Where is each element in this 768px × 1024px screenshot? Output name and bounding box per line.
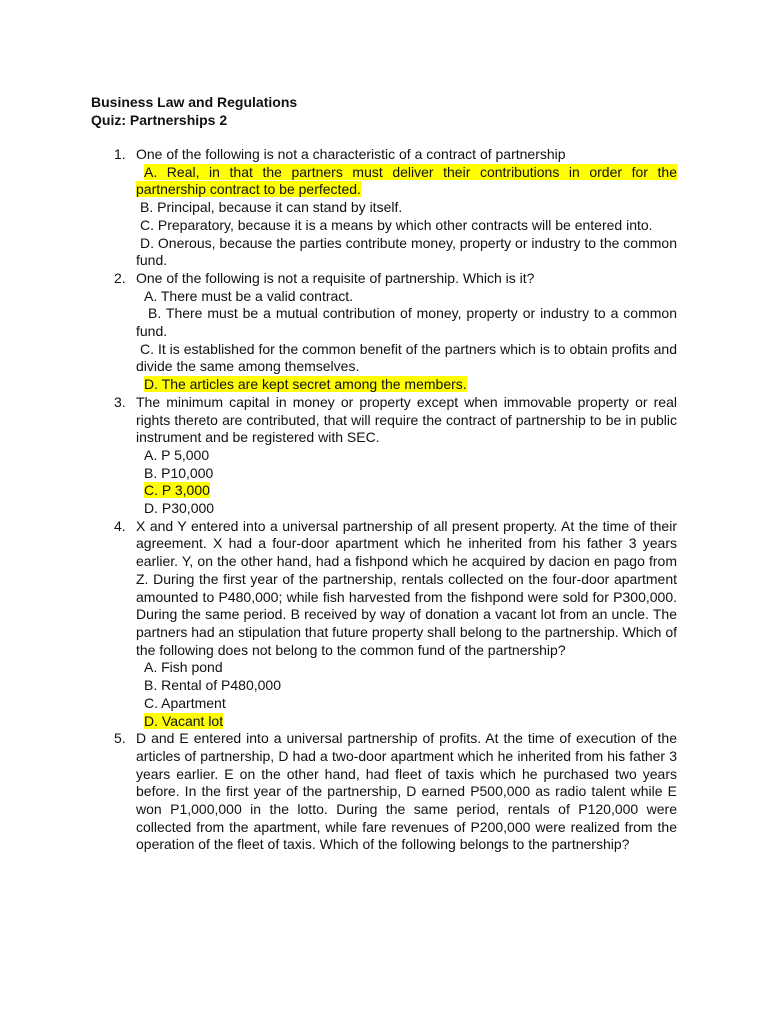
question-list — [91, 146, 677, 854]
option-b: B. P10,000 — [144, 464, 214, 481]
question-number: 1. — [114, 146, 126, 162]
option-b: B. Principal, because it can stand by itself. — [140, 199, 403, 216]
question-number: 5. — [114, 730, 126, 747]
question-text: One of the following is not a requisite of partnership. Which is it? — [136, 269, 535, 286]
quiz-title: Quiz: Partnerships 2 — [91, 112, 228, 128]
option-d — [136, 376, 677, 394]
question-number: 3. — [114, 393, 126, 410]
option-a: A. P 5,000 — [144, 446, 210, 463]
question-4 — [91, 518, 677, 730]
highlighted-answer: C. P 3,000 — [144, 482, 210, 499]
question-2 — [91, 270, 677, 394]
option-d — [136, 713, 677, 731]
option-b: B. There must be a mutual contribution of money, property or industry to a common fund. — [136, 305, 677, 340]
course-title: Business Law and Regulations — [91, 94, 298, 110]
option-c: C. Apartment — [144, 694, 226, 711]
question-1 — [91, 146, 677, 270]
option-a: A. There must be a valid contract. — [144, 287, 354, 304]
question-text: One of the following is not a characteristic of a contract of partnership — [136, 146, 566, 162]
option-c: C. It is established for the common benefit of the partners which is to obtain profits and divide the same among themselves. — [136, 340, 677, 375]
highlighted-answer: D. The articles are kept secret among the members. — [144, 376, 467, 393]
option-c: C. Preparatory, because it is a means by which other contracts will be entered into. — [140, 216, 653, 233]
question-5 — [91, 730, 677, 854]
option-a — [136, 164, 677, 199]
option-a: A. Fish pond — [144, 659, 223, 676]
option-d: D. Onerous, because the parties contribute money, property or industry to the common fund. — [136, 234, 677, 269]
option-b: B. Rental of P480,000 — [144, 677, 281, 694]
option-d: D. P30,000 — [144, 500, 215, 517]
highlighted-answer: A. Real, in that the partners must deliver their contributions in order for the partnership contract to be perfected. — [136, 163, 677, 198]
highlighted-answer: D. Vacant lot — [144, 712, 224, 729]
question-3 — [91, 394, 677, 518]
question-text: D and E entered into a universal partnership of profits. At the time of execution of the articles of partnership, D had a two-door apartment which he inherited from his father 3 years earlier. E on the other hand, had fleet of taxis which he purchased two years before. In the first year of the partnership, D earned P500,000 as radio talent while E won P1,000,000 in the lotto. During the same period, rentals of P120,000 were collected from the apartment, while fare revenues of P200,000 were realized from the operation of the fleet of taxis. Which of the following belongs to the partnership? — [136, 730, 677, 853]
question-text: The minimum capital in money or property except when immovable property or real rights thereto are contributed, that will require the contract of partnership to be in public instrument and be registered with SEC. — [136, 393, 677, 446]
option-c — [136, 482, 677, 500]
question-number: 4. — [114, 517, 126, 534]
document-header — [91, 93, 297, 129]
question-number: 2. — [114, 269, 126, 286]
question-text: X and Y entered into a universal partnership of all present property. At the time of their agreement. X had a four-door apartment which he inherited from his father 3 years earlier. Y, on the other hand, had a fishpond which he acquired by dacion en pago from Z. During the first year of the partnership, rentals collected on the four-door apartment amounted to P480,000; while fish harvested from the fishpond were sold for P300,000. During the same period. B received by way of donation a vacant lot from an uncle. The partners had an stipulation that future property shall belong to the partnership. Which of the following does not belong to the common fund of the partnership? — [136, 517, 677, 658]
